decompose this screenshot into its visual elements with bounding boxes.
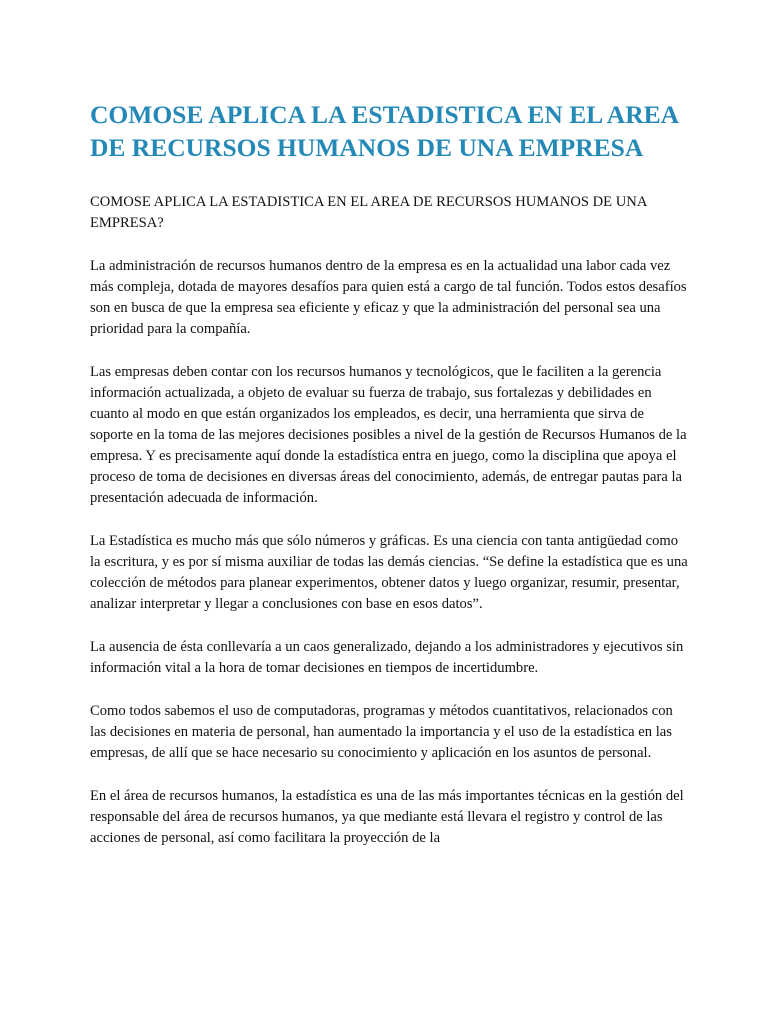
document-subtitle: COMOSE APLICA LA ESTADISTICA EN EL AREA DE RECURSOS HUMANOS DE UNA EMPRESA? bbox=[90, 194, 647, 231]
document-content bbox=[90, 98, 688, 849]
document-title: COMOSE APLICA LA ESTADISTICA EN EL AREA DE RECURSOS HUMANOS DE UNA EMPRESA bbox=[90, 100, 678, 162]
paragraph-6: En el área de recursos humanos, la estadística es una de las más importantes técnicas en la gestión del responsable del área de recursos humanos, ya que mediante está llevara el registro y control de las acciones de personal, así como facilitara la proyección de la bbox=[90, 788, 684, 846]
paragraph-4: La ausencia de ésta conllevaría a un caos generalizado, dejando a los administradores y ejecutivos sin información vital a la hora de tomar decisiones en tiempos de incertidumbre. bbox=[90, 639, 684, 676]
paragraph-5: Como todos sabemos el uso de computadoras, programas y métodos cuantitativos, relacionados con las decisiones en materia de personal, han aumentado la importancia y el uso de la estadística en las empresas, de allí que se hace necesario su conocimiento y aplicación en los asuntos de personal. bbox=[90, 703, 673, 761]
paragraph-2: Las empresas deben contar con los recursos humanos y tecnológicos, que le faciliten a la gerencia información actualizada, a objeto de evaluar su fuerza de trabajo, sus fortalezas y debilidades en cuanto al modo en que están organizados los empleados, es decir, una herramienta que sirva de soporte en la toma de las mejores decisiones posibles a nivel de la gestión de Recursos Humanos de la empresa. Y es precisamente aquí donde la estadística entra en juego, como la disciplina que apoya el proceso de toma de decisiones en diversas áreas del conocimiento, además, de entregar pautas para la presentación adecuada de información. bbox=[90, 364, 687, 506]
paragraph-3: La Estadística es mucho más que sólo números y gráficas. Es una ciencia con tanta antigüedad como la escritura, y es por sí misma auxiliar de todas las demás ciencias. “Se define la estadística que es una colección de métodos para planear experimentos, obtener datos y luego organizar, resumir, presentar, analizar interpretar y llegar a conclusiones con base en esos datos”. bbox=[90, 533, 688, 612]
paragraph-1: La administración de recursos humanos dentro de la empresa es en la actualidad una labor cada vez más compleja, dotada de mayores desafíos para quien está a cargo de tal función. Todos estos desafíos son en busca de que la empresa sea eficiente y eficaz y que la administración del personal sea una prioridad para la compañía. bbox=[90, 258, 687, 337]
